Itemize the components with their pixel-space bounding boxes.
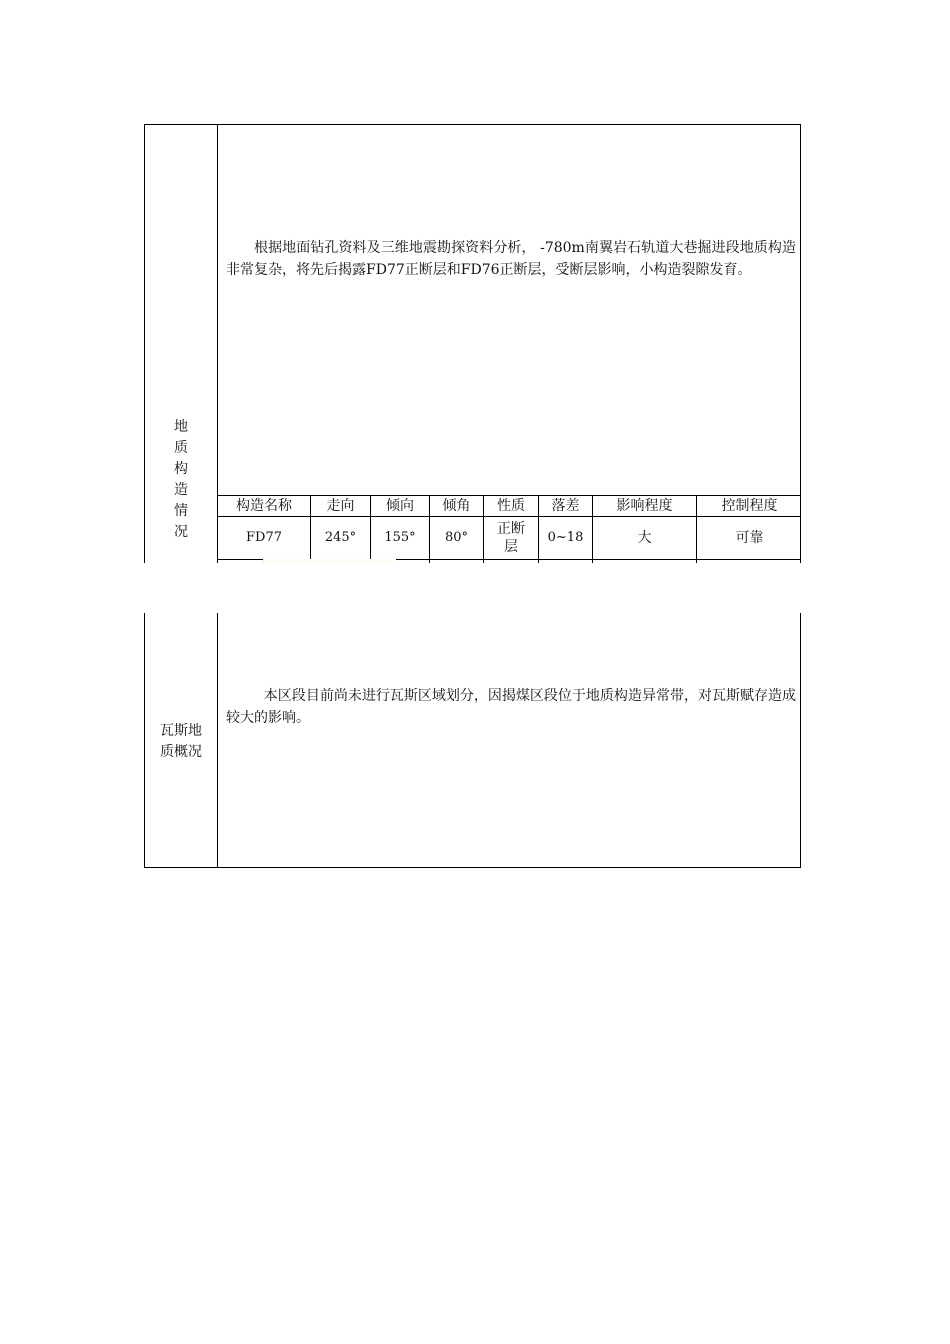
cell-throw: 0~18 (539, 517, 593, 560)
cell-dip-direction: 155° (371, 517, 430, 560)
geology-paragraph: 根据地面钻孔资料及三维地震勘探资料分析， -780m南翼岩石轨道大巷掘进段地质构造非常复杂，将先后揭露FD77正断层和FD76正断层，受断层影响，小构造裂隙发育。 (226, 240, 796, 278)
cell-nature (484, 517, 539, 560)
label-line: 质概况 (160, 744, 202, 760)
header-strike: 走向 (311, 496, 371, 517)
cell-control: 可靠 (697, 517, 802, 560)
table-row (218, 517, 802, 560)
highlight-patch (263, 559, 396, 563)
cell-strike: 245° (311, 517, 371, 560)
label-char: 造 (174, 482, 188, 498)
geology-label (145, 417, 217, 543)
label-char: 情 (174, 503, 188, 519)
label-char: 地 (174, 419, 188, 435)
header-name: 构造名称 (218, 496, 311, 517)
stub-cell (539, 560, 593, 564)
stub-cell (430, 560, 484, 564)
table-header-row (218, 496, 802, 517)
header-nature: 性质 (484, 496, 539, 517)
cell-name: FD77 (218, 517, 311, 560)
header-influence: 影响程度 (593, 496, 697, 517)
cell-dip-angle: 80° (430, 517, 484, 560)
label-char: 况 (174, 524, 188, 540)
label-char: 质 (174, 440, 188, 456)
stub-cell (593, 560, 697, 564)
header-control: 控制程度 (697, 496, 802, 517)
stub-cell (484, 560, 539, 564)
gas-label (145, 721, 217, 763)
label-char: 构 (174, 461, 188, 477)
header-throw: 落差 (539, 496, 593, 517)
gas-section (144, 613, 801, 868)
stub-cell (697, 560, 802, 564)
structure-table (217, 495, 801, 563)
gas-paragraph: 本区段目前尚未进行瓦斯区域划分，因揭煤区段位于地质构造异常带，对瓦斯赋存造成较大的影响。 (226, 688, 796, 726)
header-dip-angle: 倾角 (430, 496, 484, 517)
cell-nature-text: 正断层 (497, 521, 525, 555)
header-dip-direction: 倾向 (371, 496, 430, 517)
cell-influence: 大 (593, 517, 697, 560)
geology-section (144, 124, 801, 563)
label-line: 瓦斯地 (160, 723, 202, 739)
column-divider (217, 613, 218, 867)
